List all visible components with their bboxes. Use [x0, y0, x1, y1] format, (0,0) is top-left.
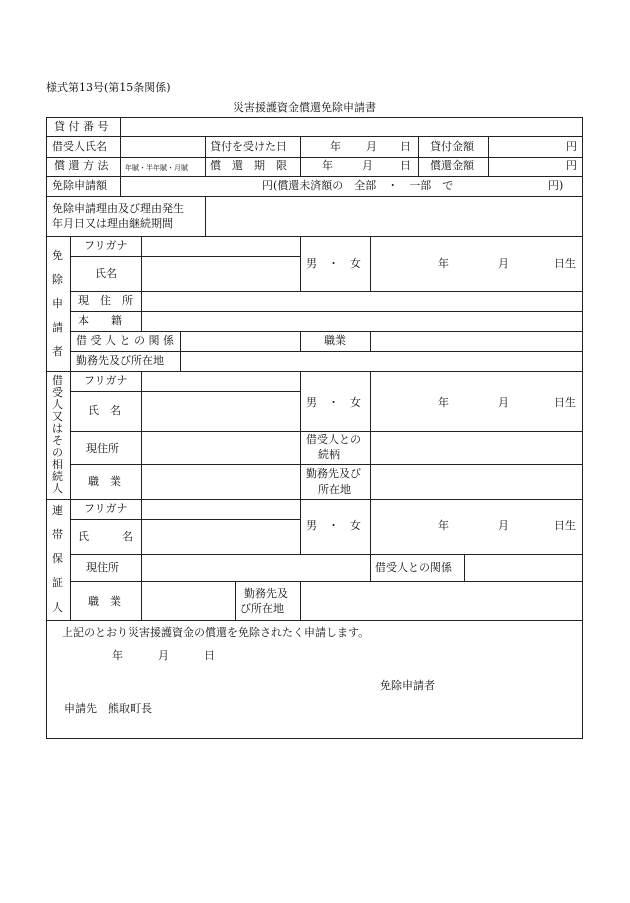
applicant-address-label: 現 住 所 [78, 294, 133, 307]
guarantor-occupation-label: 職 業 [88, 595, 121, 608]
guarantor-address-label: 現住所 [86, 561, 119, 574]
repayment-deadline-label: 償 還 期 限 [210, 159, 287, 172]
heir-relation-label-line1: 借受人との [306, 433, 361, 446]
loan-number-label: 貸 付 番 号 [54, 120, 109, 133]
declaration-day: 日 [204, 649, 215, 662]
guarantor-side-label: 人 [52, 601, 63, 614]
declaration-addressee: 申請先 熊取町長 [64, 702, 152, 715]
guarantor-side-label: 連 [52, 504, 63, 517]
date-month: 月 [366, 140, 377, 153]
applicant-furigana-label: フリガナ [84, 239, 128, 252]
deadline-year: 年 [322, 159, 333, 172]
applicant-relation-label: 借 受 人 と の 関 係 [76, 334, 174, 347]
declaration-applicant-label: 免除申請者 [380, 679, 435, 692]
guarantor-birth-year: 年 [438, 519, 449, 532]
loan-received-date-label: 貸付を受けた日 [210, 140, 287, 153]
declaration-year: 年 [112, 649, 123, 662]
applicant-name-label: 氏名 [95, 267, 117, 280]
loan-amount-label: 貸付金額 [430, 140, 474, 153]
applicant-side-label: 者 [52, 345, 63, 358]
exemption-amount-close: 円) [548, 179, 564, 192]
deadline-month: 月 [362, 159, 373, 172]
guarantor-relation-label: 借受人との関係 [375, 561, 452, 574]
applicant-side-label: 免 [52, 249, 63, 262]
heir-side-label: 借受人又はその相続人 [52, 374, 63, 495]
applicant-side-label: 請 [52, 321, 63, 334]
deadline-day: 日 [400, 159, 411, 172]
applicant-occupation-label: 職業 [324, 334, 346, 347]
guarantor-side-label: 証 [52, 576, 63, 589]
repaid-amount-unit: 円 [566, 159, 577, 172]
guarantor-workplace-label-line1: 勤務先及 [244, 587, 288, 600]
heir-birth-year: 年 [438, 396, 449, 409]
applicant-gender: 男 ・ 女 [306, 257, 361, 270]
applicant-workplace-label: 勤務先及び所在地 [76, 354, 164, 367]
guarantor-gender: 男 ・ 女 [306, 519, 361, 532]
applicant-side-label: 申 [52, 297, 63, 310]
heir-workplace-label-line2: 所在地 [318, 483, 351, 496]
date-day: 日 [400, 140, 411, 153]
declaration-month: 月 [158, 649, 169, 662]
heir-occupation-label: 職 業 [88, 475, 121, 488]
heir-furigana-label: フリガナ [84, 374, 128, 387]
repaid-amount-label: 償還金額 [430, 159, 474, 172]
guarantor-birth-day: 日生 [554, 519, 576, 532]
form-title: 災害援護資金償還免除申請書 [233, 101, 376, 114]
date-year: 年 [330, 140, 341, 153]
heir-workplace-label-line1: 勤務先及び [306, 467, 361, 480]
heir-address-label: 現住所 [86, 442, 119, 455]
applicant-birth-month: 月 [498, 257, 509, 270]
loan-amount-unit: 円 [566, 140, 577, 153]
exemption-amount-label: 免除申請額 [52, 179, 107, 192]
applicant-birth-day: 日生 [554, 257, 576, 270]
guarantor-name-label: 氏 名 [78, 530, 133, 543]
guarantor-side-label: 帯 [52, 528, 63, 541]
form-number: 様式第13号(第15条関係) [46, 81, 171, 94]
exemption-amount-text: 円(償還未済額の 全部 ・ 一部 で [262, 179, 454, 192]
heir-name-label: 氏 名 [88, 404, 121, 417]
applicant-birth-year: 年 [438, 257, 449, 270]
declaration-statement: 上記のとおり災害援護資金の償還を免除されたく申請します。 [62, 626, 370, 639]
reason-label-line1: 免除申請理由及び理由発生 [52, 202, 184, 215]
applicant-registry-label: 本 籍 [78, 314, 122, 327]
repayment-method-label: 償 還 方 法 [54, 159, 109, 172]
heir-birth-day: 日生 [554, 396, 576, 409]
borrower-name-label: 借受人氏名 [52, 140, 107, 153]
repayment-method-options: 年賦・半年賦・月賦 [125, 164, 188, 172]
guarantor-furigana-label: フリガナ [84, 502, 128, 515]
heir-gender: 男 ・ 女 [306, 396, 361, 409]
applicant-side-label: 除 [52, 273, 63, 286]
guarantor-birth-month: 月 [498, 519, 509, 532]
guarantor-workplace-label-line2: び所在地 [240, 602, 284, 615]
heir-birth-month: 月 [498, 396, 509, 409]
reason-label-line2: 年月日又は理由継続期間 [52, 217, 173, 230]
heir-relation-label-line2: 続柄 [318, 448, 340, 461]
guarantor-side-label: 保 [52, 552, 63, 565]
